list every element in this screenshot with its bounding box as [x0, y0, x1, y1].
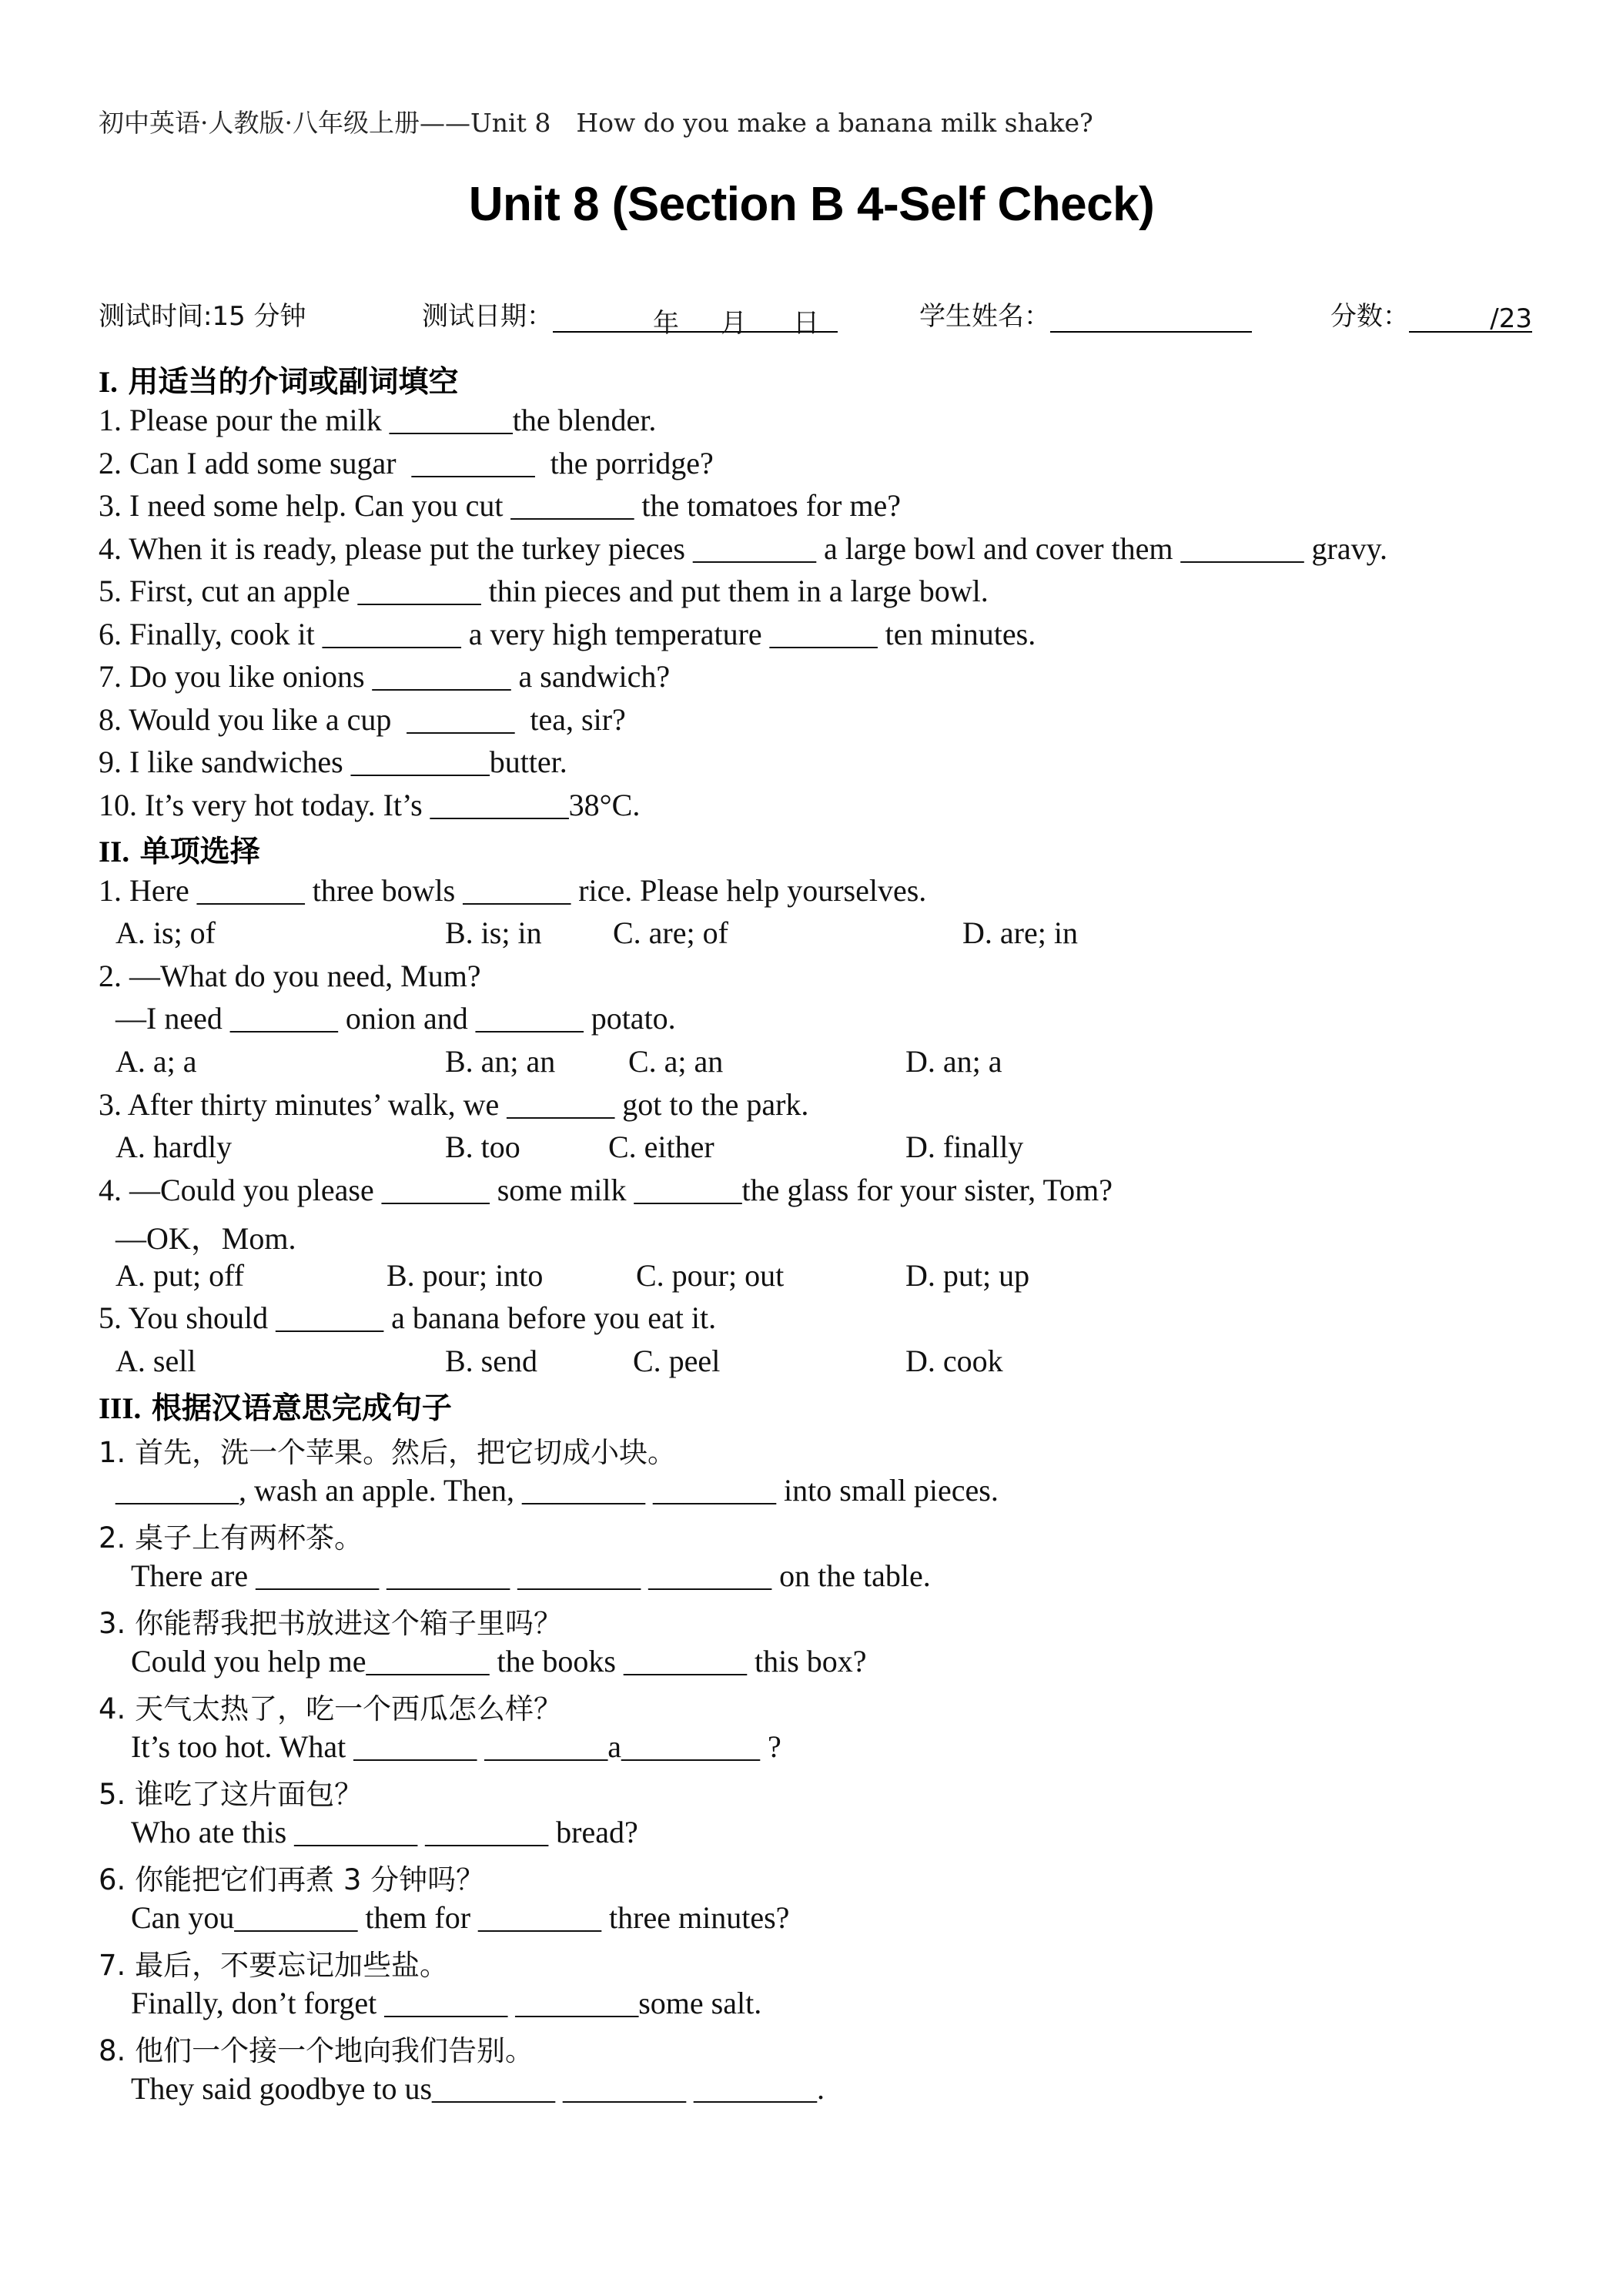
option: B. too [445, 1130, 520, 1164]
section-3-english: Finally, don’t forget ________ ________some salt. [131, 1986, 762, 2020]
section-1-item: 6. Finally, cook it _________ a very high temperature _______ ten minutes. [99, 617, 1036, 651]
section-3-chinese: 3. 你能帮我把书放进这个箱子里吗？ [99, 1607, 563, 1640]
section-1-title: I. 用适当的介词或副词填空 [99, 365, 459, 400]
section-1-item: 7. Do you like onions _________ a sandwich? [99, 659, 671, 694]
section-3-english: There are ________ ________ ________ ________ on the table. [131, 1558, 931, 1593]
option: D. are; in [962, 915, 1078, 950]
section-3-english: It’s too hot. What ________ ________a_________ ? [131, 1729, 781, 1764]
test-date-label: 测试日期： [422, 301, 553, 332]
option: B. send [445, 1344, 537, 1378]
year-label: 年 [653, 308, 679, 339]
section-3-chinese: 2. 桌子上有两杯茶。 [99, 1521, 363, 1555]
section-3-chinese: 6. 你能把它们再煮 3 分钟吗？ [99, 1863, 485, 1896]
option: C. either [608, 1130, 714, 1164]
option: C. peel [633, 1344, 721, 1378]
option: C. a; an [628, 1044, 724, 1079]
section-3-english: They said goodbye to us________ ________ ________. [131, 2071, 825, 2106]
day-label: 日 [793, 308, 819, 339]
question-stem: 1. Here _______ three bowls _______ rice. Please help yourselves. [99, 873, 927, 908]
option: B. pour; into [387, 1258, 544, 1293]
section-3-english: ________, wash an apple. Then, ________ ________ into small pieces. [115, 1473, 999, 1508]
section-3-chinese: 8. 他们一个接一个地向我们告别。 [99, 2034, 534, 2067]
question-stem: —I need _______ onion and _______ potato. [115, 1001, 676, 1036]
test-date [422, 295, 838, 339]
score [1330, 295, 1532, 333]
question-stem: 3. After thirty minutes’ walk, we _______ got to the park. [99, 1087, 809, 1122]
question-stem: —OK，Mom. [115, 1221, 296, 1256]
question-stem: 4. —Could you please _______ some milk _______the glass for your sister, Tom? [99, 1173, 1113, 1207]
section-3-chinese: 1. 首先，洗一个苹果。然后，把它切成小块。 [99, 1436, 677, 1469]
option: A. hardly [115, 1130, 233, 1164]
page-title: Unit 8 (Section B 4-Self Check) [468, 178, 1155, 231]
section-1-item: 10. It’s very hot today. It’s _________38°C. [99, 788, 641, 822]
option: D. put; up [905, 1258, 1030, 1293]
section-3-title: III. 根据汉语意思完成句子 [99, 1391, 452, 1426]
score-field[interactable]: /23 [1409, 303, 1532, 333]
section-1-item: 8. Would you like a cup _______ tea, sir? [99, 702, 626, 737]
option: D. cook [905, 1344, 1003, 1378]
student-name [919, 295, 1252, 333]
test-date-field[interactable] [553, 303, 838, 339]
section-3-chinese: 7. 最后，不要忘记加些盐。 [99, 1949, 449, 1982]
score-label: 分数： [1330, 301, 1409, 332]
option: D. an; a [905, 1044, 1002, 1079]
section-1-item: 2. Can I add some sugar ________ the porridge? [99, 446, 714, 480]
section-1-item: 5. First, cut an apple ________ thin pieces and put them in a large bowl. [99, 574, 989, 608]
section-3-english: Can you________ them for ________ three minutes? [131, 1900, 790, 1935]
option: A. put; off [115, 1258, 245, 1293]
section-1-item: 1. Please pour the milk ________the blender. [99, 403, 657, 437]
question-stem: 5. You should _______ a banana before you eat it. [99, 1300, 717, 1335]
option: C. pour; out [636, 1258, 785, 1293]
option: A. is; of [115, 915, 216, 950]
option: B. an; an [445, 1044, 556, 1079]
section-3-english: Who ate this ________ ________ bread? [131, 1815, 638, 1849]
month-label: 月 [721, 308, 747, 339]
question-stem: 2. —What do you need, Mum? [99, 959, 481, 993]
page-header: 初中英语·人教版·八年级上册——Unit 8 How do you make a banana milk shake? [99, 108, 1093, 138]
section-1-item: 3. I need some help. Can you cut ________ the tomatoes for me? [99, 488, 901, 523]
option: D. finally [905, 1130, 1024, 1164]
option: C. are; of [613, 915, 728, 950]
section-2-title: II. 单项选择 [99, 835, 260, 869]
section-1-item: 4. When it is ready, please put the turkey pieces ________ a large bowl and cover them ________ gravy. [99, 531, 1387, 566]
section-3-english: Could you help me________ the books ________ this box? [131, 1644, 867, 1678]
option: A. sell [115, 1344, 196, 1378]
section-3-chinese: 5. 谁吃了这片面包？ [99, 1778, 363, 1811]
option: A. a; a [115, 1044, 197, 1079]
student-name-label: 学生姓名： [919, 301, 1050, 332]
test-time: 测试时间:15 分钟 [99, 301, 306, 332]
student-name-field[interactable] [1050, 303, 1252, 333]
section-3-chinese: 4. 天气太热了，吃一个西瓜怎么样？ [99, 1692, 563, 1725]
option: B. is; in [445, 915, 542, 950]
section-1-item: 9. I like sandwiches _________butter. [99, 745, 567, 779]
